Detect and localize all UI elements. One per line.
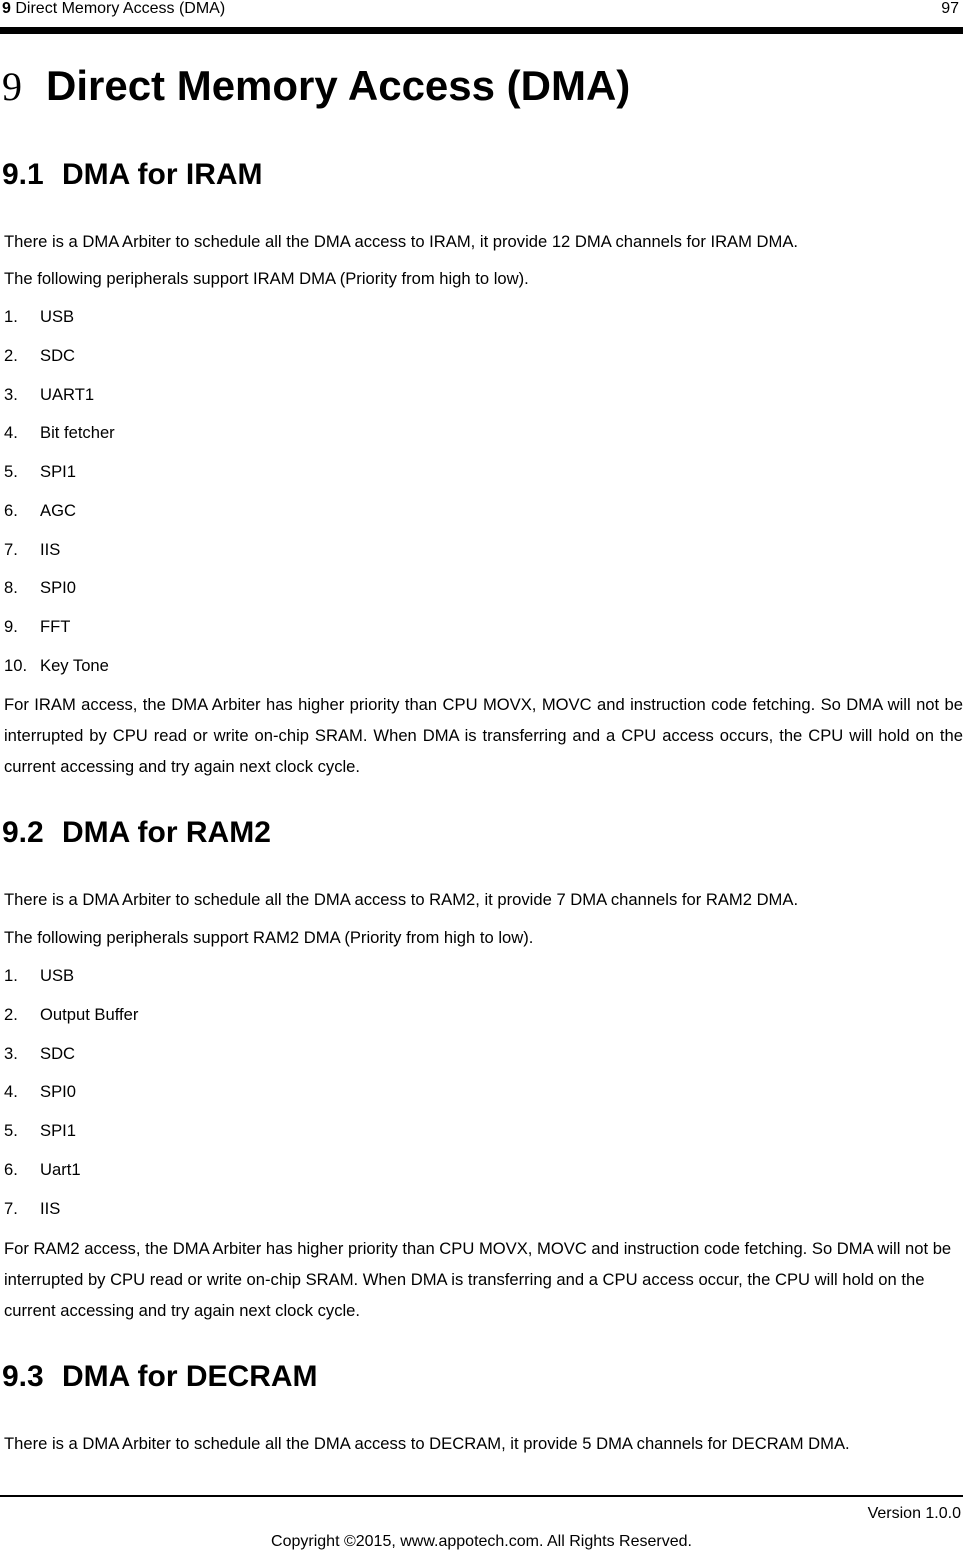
section-number: 9.2	[2, 816, 44, 849]
section-intro: There is a DMA Arbiter to schedule all the DMA access to DECRAM, it provide 5 DMA channels for DECRAM DMA.	[4, 1434, 850, 1453]
list-item	[4, 1119, 138, 1158]
section-intro: There is a DMA Arbiter to schedule all the DMA access to RAM2, it provide 7 DMA channels for RAM2 DMA.	[4, 890, 799, 909]
footer-rule	[0, 1495, 963, 1497]
list-item-number: 4.	[4, 423, 18, 443]
section-title-text: DMA for DECRAM	[62, 1360, 318, 1393]
list-item-label: SDC	[40, 345, 76, 365]
header-chapter	[2, 0, 225, 18]
list-item-label: FFT	[40, 617, 71, 636]
list-item-number: 7.	[4, 539, 18, 559]
list-item-label: IIS	[40, 1198, 61, 1218]
header-chapter-name: Direct Memory Access (DMA)	[15, 0, 226, 17]
list-item-number: 2.	[4, 1004, 18, 1024]
header-page-number: 97	[941, 0, 959, 17]
page-header	[0, 0, 963, 22]
section-heading-iram	[2, 157, 263, 193]
list-item	[4, 576, 115, 615]
list-item	[4, 305, 115, 344]
list-item	[4, 344, 115, 383]
list-item-number: 4.	[4, 1082, 18, 1102]
list-item-number: 2.	[4, 345, 18, 365]
list-item	[4, 964, 138, 1003]
list-item-label: USB	[40, 966, 75, 985]
section-list-intro: The following peripherals support IRAM DMA (Priority from high to low).	[4, 269, 529, 288]
list-item-label: Key Tone	[40, 655, 109, 675]
section-title-text: DMA for RAM2	[62, 816, 271, 849]
footer-copyright: Copyright ©2015, www.appotech.com. All Rights Reserved.	[271, 1533, 692, 1550]
list-item-label: AGC	[40, 500, 76, 520]
chapter-title	[2, 60, 630, 113]
header-chapter-number: 9	[2, 0, 11, 17]
list-item	[4, 383, 115, 422]
list-item-label: SPI1	[40, 1121, 76, 1140]
chapter-number: 9	[2, 64, 22, 109]
list-item	[4, 1197, 138, 1236]
list-item	[4, 538, 115, 577]
list-item	[4, 1158, 138, 1197]
iram-peripheral-list	[4, 305, 115, 693]
list-item	[4, 1042, 138, 1081]
ram2-peripheral-list	[4, 964, 138, 1235]
list-item-label: SPI0	[40, 578, 76, 598]
list-item-label: SDC	[40, 1043, 76, 1063]
list-item-label: SPI1	[40, 462, 76, 481]
section-heading-ram2	[2, 815, 271, 851]
list-item-number: 3.	[4, 384, 18, 404]
list-item-number: 5.	[4, 462, 18, 481]
list-item-number: 8.	[4, 578, 18, 598]
list-item-number: 3.	[4, 1043, 18, 1063]
list-item-number: 7.	[4, 1198, 18, 1218]
list-item	[4, 1080, 138, 1119]
list-item	[4, 421, 115, 460]
list-item-label: UART1	[40, 384, 95, 404]
section-title-text: DMA for IRAM	[62, 158, 263, 191]
section-closing: For RAM2 access, the DMA Arbiter has higher priority than CPU MOVX, MOVC and instruction code fetching. So DMA will not be interrupted by CPU read or write on-chip SRAM. When DMA is transferring and a CPU access occur, the CPU will hold on the current accessing and try again next clock cycle.	[4, 1239, 952, 1320]
list-item-label: SPI0	[40, 1082, 76, 1102]
chapter-title-text: Direct Memory Access (DMA)	[46, 62, 631, 109]
footer-version: Version 1.0.0	[867, 1505, 961, 1522]
list-item-number: 6.	[4, 1159, 18, 1179]
list-item-number: 9.	[4, 617, 18, 636]
section-list-intro: The following peripherals support RAM2 DMA (Priority from high to low).	[4, 928, 534, 947]
list-item	[4, 654, 115, 693]
list-item	[4, 1003, 138, 1042]
list-item-label: Uart1	[40, 1159, 81, 1179]
list-item-number: 10.	[4, 655, 28, 675]
list-item	[4, 499, 115, 538]
list-item-number: 1.	[4, 307, 18, 326]
list-item-number: 6.	[4, 500, 18, 520]
section-heading-decram	[2, 1359, 318, 1395]
list-item-number: 1.	[4, 966, 18, 985]
section-number: 9.3	[2, 1360, 44, 1393]
list-item-label: IIS	[40, 539, 61, 559]
section-intro: There is a DMA Arbiter to schedule all the DMA access to IRAM, it provide 12 DMA channels for IRAM DMA.	[4, 232, 799, 251]
list-item	[4, 460, 115, 499]
section-number: 9.1	[2, 158, 44, 191]
header-rule	[0, 27, 963, 34]
section-closing: For IRAM access, the DMA Arbiter has higher priority than CPU MOVX, MOVC and instruction code fetching. So DMA will not be interrupted by CPU read or write on-chip SRAM. When DMA is transferring and a CPU access occurs, the CPU will hold on the current accessing and try again next clock cycle.	[4, 695, 963, 776]
list-item-label: Bit fetcher	[40, 423, 115, 443]
list-item-label: Output Buffer	[40, 1004, 139, 1024]
list-item-label: USB	[40, 307, 75, 326]
list-item	[4, 615, 115, 654]
list-item-number: 5.	[4, 1121, 18, 1140]
